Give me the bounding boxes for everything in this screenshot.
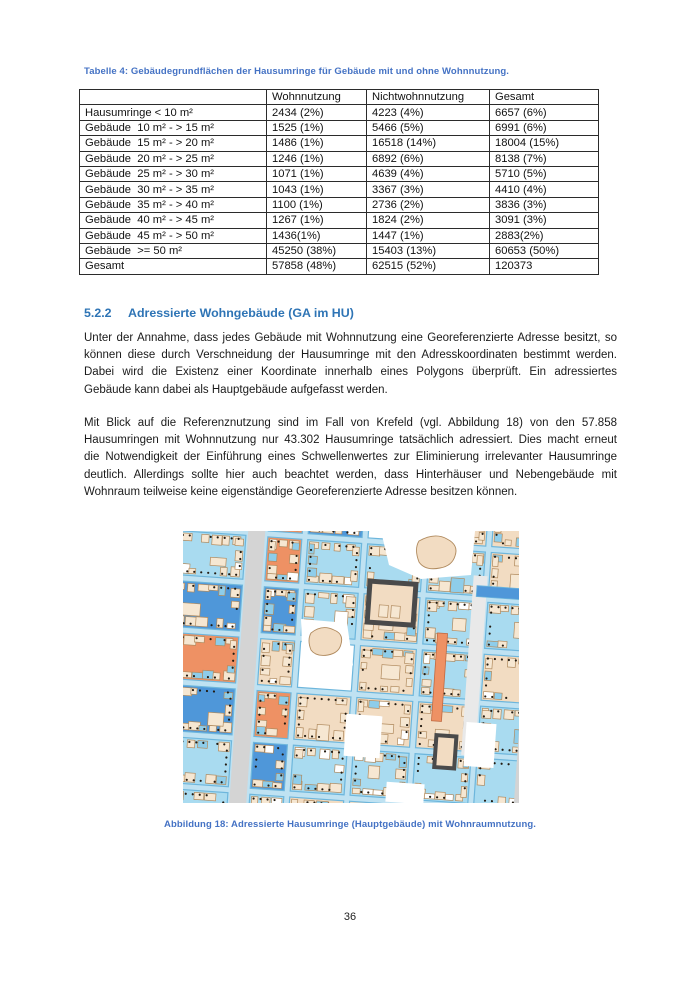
- table-cell: 15403 (13%): [367, 243, 490, 258]
- paragraph-line: Gebäude kann dabei als Hauptgebäude aufgefasst werden.: [84, 383, 388, 396]
- table-cell: Gebäude 40 m² - > 45 m²: [80, 213, 267, 228]
- paragraph-line: Mit Blick auf die Referenznutzung sind im Fall von Krefeld (vgl. Abbildung 18) von den 57.858: [84, 417, 617, 429]
- table-row: [80, 166, 599, 181]
- paragraph-line: Unter der Annahme, dass jedes Gebäude mit Wohnnutzung eine Georeferenzierte Adresse besitzt, so: [84, 332, 617, 344]
- table-cell: 4223 (4%): [367, 105, 490, 120]
- table-cell: 6657 (6%): [490, 105, 599, 120]
- table-cell: Gebäude 30 m² - > 35 m²: [80, 182, 267, 197]
- table-row: [80, 151, 599, 166]
- table-cell: 1824 (2%): [367, 213, 490, 228]
- city-map-image: [183, 531, 519, 803]
- data-table: [79, 89, 599, 275]
- table-cell: Gebäude 20 m² - > 25 m²: [80, 151, 267, 166]
- paragraph-2: [84, 415, 617, 501]
- paragraph-line: Dabei wird die Existenz einer Koordinate innerhalb eines Polygons überprüft. Ein adressiertes: [84, 366, 617, 379]
- section-title: Adressierte Wohngebäude (GA im HU): [128, 306, 354, 320]
- table-cell: 2434 (2%): [267, 105, 367, 120]
- table-cell: 60653 (50%): [490, 243, 599, 258]
- table-cell: Gebäude 25 m² - > 30 m²: [80, 166, 267, 181]
- paragraph-line: Wohnraum teilweise keine eigenständige Georeferenzierte Adresse besitzen können.: [84, 485, 518, 498]
- table-cell: 4639 (4%): [367, 166, 490, 181]
- table-cell: 6892 (6%): [367, 151, 490, 166]
- table-cell: Gebäude 35 m² - > 40 m²: [80, 197, 267, 212]
- table-cell: 1447 (1%): [367, 228, 490, 243]
- table-cell: 6991 (6%): [490, 120, 599, 135]
- table-cell: 62515 (52%): [367, 259, 490, 274]
- table-cell: 3091 (3%): [490, 213, 599, 228]
- paragraph-line: können diese durch Verschneidung der Hausumringe mit den Adresskoordinaten bestimmt werden.: [84, 349, 617, 362]
- table-row: [80, 259, 599, 274]
- table-caption: Tabelle 4: Gebäudegrundflächen der Hausumringe für Gebäude mit und ohne Wohnnutzung.: [84, 66, 510, 77]
- table-cell: 120373: [490, 259, 599, 274]
- table-cell: Hausumringe < 10 m²: [80, 105, 267, 120]
- paragraph-line: die Notwendigkeit der Einführung eines Schwellenwertes zur Eliminierung irrelevanter Hausumringe: [84, 451, 617, 464]
- table-cell: 45250 (38%): [267, 243, 367, 258]
- table-cell: 3367 (3%): [367, 182, 490, 197]
- table-cell: Gesamt: [80, 259, 267, 274]
- table-cell: 1436(1%): [267, 228, 367, 243]
- table-cell: 1071 (1%): [267, 166, 367, 181]
- table-cell: 1043 (1%): [267, 182, 367, 197]
- table-cell: 3836 (3%): [490, 197, 599, 212]
- table-cell: Gebäude >= 50 m²: [80, 243, 267, 258]
- table-cell: 18004 (15%): [490, 136, 599, 151]
- table-cell: 4410 (4%): [490, 182, 599, 197]
- table-cell: Gebäude 15 m² - > 20 m²: [80, 136, 267, 151]
- table-header-cell: Nichtwohnnutzung: [367, 90, 490, 105]
- section-number: 5.2.2: [84, 306, 112, 320]
- figure-caption: Abbildung 18: Adressierte Hausumringe (Hauptgebäude) mit Wohnraumnutzung.: [163, 819, 536, 830]
- table-cell: 5466 (5%): [367, 120, 490, 135]
- table-header-cell: Wohnnutzung: [267, 90, 367, 105]
- table-header-cell: Gesamt: [490, 90, 599, 105]
- table-cell: 16518 (14%): [367, 136, 490, 151]
- table-cell: 57858 (48%): [267, 259, 367, 274]
- table-row: [80, 243, 599, 258]
- page-number: 36: [343, 911, 357, 923]
- table-cell: 1486 (1%): [267, 136, 367, 151]
- table-cell: 5710 (5%): [490, 166, 599, 181]
- table-header-row: [80, 90, 599, 105]
- table-cell: 2883(2%): [490, 228, 599, 243]
- table-cell: Gebäude 45 m² - > 50 m²: [80, 228, 267, 243]
- table-cell: 8138 (7%): [490, 151, 599, 166]
- table-cell: 2736 (2%): [367, 197, 490, 212]
- table-row: [80, 197, 599, 212]
- table-cell: 1267 (1%): [267, 213, 367, 228]
- paragraph-1: [84, 330, 617, 399]
- table-header-cell: [80, 90, 267, 105]
- table-cell: Gebäude 10 m² - > 15 m²: [80, 120, 267, 135]
- table-row: [80, 228, 599, 243]
- table-row: [80, 105, 599, 120]
- table-cell: 1100 (1%): [267, 197, 367, 212]
- table-row: [80, 136, 599, 151]
- map-figure: [183, 531, 519, 803]
- section-heading: [84, 306, 354, 320]
- table-cell: 1246 (1%): [267, 151, 367, 166]
- paragraph-line: deutlich. Allerdings sollte hier auch beachtet werden, dass Hinterhäuser und Nebengebäude mit: [84, 468, 617, 481]
- table-cell: 1525 (1%): [267, 120, 367, 135]
- table-row: [80, 213, 599, 228]
- paragraph-line: Hausumringen mit Wohnnutzung nur 43.302 Hausumringe tatsächlich adressiert. Dies macht erneut: [84, 434, 617, 447]
- table-row: [80, 120, 599, 135]
- table-row: [80, 182, 599, 197]
